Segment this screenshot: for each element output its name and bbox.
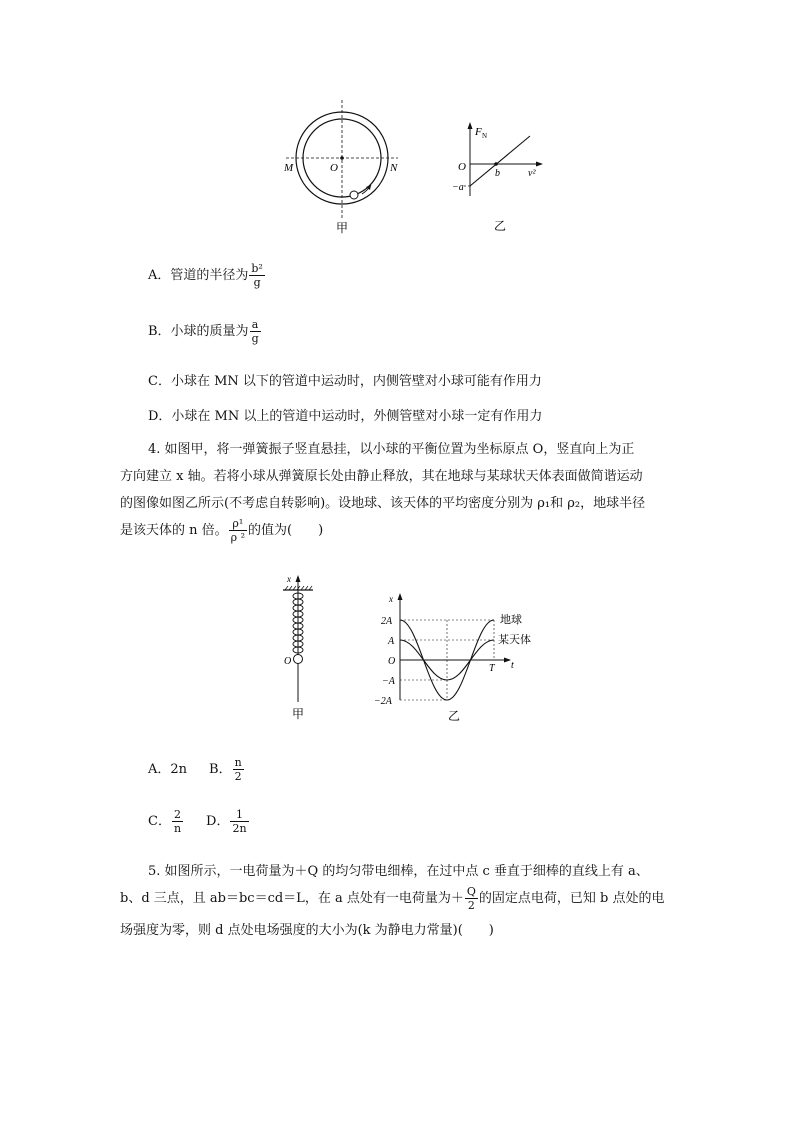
- label-origin: O: [458, 161, 466, 173]
- label-N: N: [390, 162, 398, 174]
- label-origin: O: [388, 656, 396, 667]
- q5-stem-line-1: 5. 如图所示，一电荷量为＋Q 的均匀带电细棒，在过中点 c 垂直于细棒的直线上有 a、: [148, 864, 649, 879]
- label-F-sub: N: [482, 132, 488, 140]
- q4-option-a: A．2n: [148, 762, 188, 777]
- q3-option-a: A．管道的半径为 $\frac{\text{b²}}{g}$: [148, 262, 263, 289]
- label-v2: v²: [528, 168, 536, 179]
- small-ball: [350, 191, 358, 199]
- fraction: $\frac{n}{2}$: [234, 756, 242, 783]
- q4-options-cd: [148, 808, 250, 835]
- label-t: t: [511, 660, 514, 671]
- label-T: T: [489, 663, 495, 674]
- oscillator-ball: [294, 655, 303, 664]
- label-neg2A: −2A: [374, 696, 392, 707]
- caption-jia: 甲: [292, 707, 305, 721]
- q4-figure-jia: [278, 572, 318, 722]
- caption-jia: 甲: [336, 221, 349, 235]
- q4-stem-line-1: 4. 如图甲，将一弹簧振子竖直悬挂，以小球的平衡位置为坐标原点 O，竖直向上为正: [148, 442, 635, 457]
- label-x: x: [287, 574, 291, 584]
- label-A: A: [388, 636, 395, 647]
- fraction: $\frac{1}{2n}$: [232, 808, 247, 835]
- t-axis-arrow: [504, 658, 511, 663]
- q4-option-d: D． $\frac{1}{2n}$: [206, 808, 247, 835]
- label-O: O: [330, 162, 338, 174]
- point-b: [494, 162, 498, 166]
- x-axis-arrow: [536, 162, 543, 167]
- density-ratio: $\frac{\text{ρ¹}}{\text{ρ ²}}$: [230, 517, 246, 544]
- caption-yi: 乙: [448, 709, 461, 723]
- center-point: [340, 156, 344, 160]
- label-x: x: [389, 594, 393, 604]
- q5-stem-line-3: 场强度为零，则 d 点处电场强度的大小为(k 为静电力常量)( ): [120, 923, 494, 938]
- label-F: F: [475, 126, 482, 138]
- q4-figure-yi: [370, 590, 545, 725]
- x-axis-arrow: [296, 575, 301, 582]
- q4-stem-line-4: 是该天体的 n 倍。 $\frac{\text{ρ¹}}{\text{ρ ²}}$ 的值为( ): [120, 517, 324, 544]
- label-origin: O: [284, 656, 292, 667]
- legend-body: 某天体: [498, 634, 531, 646]
- fraction: $\frac{\text{b²}}{g}$: [251, 262, 263, 289]
- caption-yi: 乙: [494, 219, 507, 233]
- q3-figure-yi: [448, 118, 558, 236]
- fraction: $\frac{a}{g}$: [251, 318, 259, 345]
- graph-line: [470, 136, 530, 186]
- q5-stem-line-2: b、d 三点，且 ab＝bc＝cd＝L，在 a 点处有一电荷量为＋ $\frac{Q}{2}$ 的固定点电荷，已知 b 点处的电: [120, 885, 665, 912]
- q4-stem: [120, 436, 676, 547]
- motion-arrow-head: [366, 185, 371, 190]
- q4-option-c: C． $\frac{2}{n}$: [148, 808, 182, 835]
- fraction: $\frac{2}{n}$: [173, 808, 182, 835]
- legend-earth: 地球: [500, 614, 522, 626]
- fraction: $\frac{Q}{2}$: [466, 885, 476, 912]
- q3-option-c: C．小球在 MN 以下的管道中运动时，内侧管壁对小球可能有作用力: [148, 374, 542, 389]
- label-neg-a: −a: [452, 182, 464, 193]
- q3-figure-jia: [280, 98, 410, 238]
- q4-options-ab: [148, 756, 245, 783]
- q5-stem: [120, 858, 676, 944]
- y-axis-arrow: [468, 122, 473, 129]
- q4-stem-line-3: 的图像如图乙所示(不考虑自转影响)。设地球、该天体的平均密度分别为 ρ₁和 ρ₂，地球半径: [120, 496, 646, 511]
- y-axis-arrow: [398, 593, 403, 600]
- q3-option-d: D．小球在 MN 以上的管道中运动时，外侧管壁对小球一定有作用力: [148, 409, 543, 424]
- q4-stem-line-2: 方向建立 x 轴。若将小球从弹簧原长处由静止释放，其在地球与某球状天体表面做简谐运动: [120, 469, 643, 484]
- label-M: M: [284, 162, 294, 174]
- q4-option-b: B． $\frac{n}{2}$: [209, 756, 242, 783]
- label-2A: 2A: [381, 616, 393, 627]
- q3-option-b: B．小球的质量为 $\frac{a}{g}$: [148, 318, 259, 345]
- label-b: b: [495, 168, 500, 179]
- label-negA: −A: [382, 676, 395, 687]
